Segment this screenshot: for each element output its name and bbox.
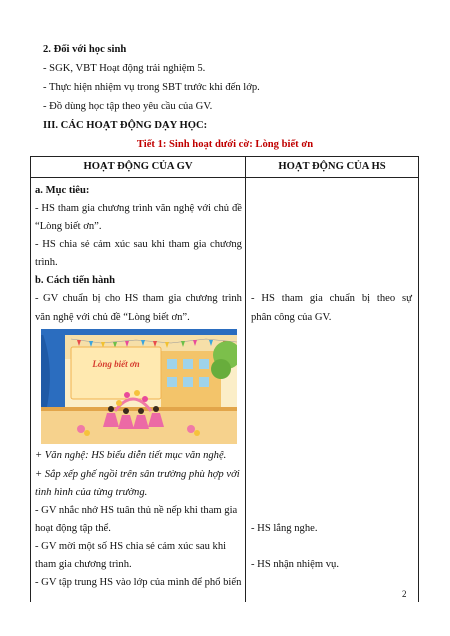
text-line: “Lòng biết ơn”. (35, 221, 102, 232)
word: HS (41, 203, 55, 214)
text-line: - GV mời một số HS chia sẻ cảm xúc sau khi (35, 541, 227, 552)
word: chuẩn (329, 293, 355, 304)
text-line: - SGK, VBT Hoạt động trải nghiệm 5. (43, 63, 206, 74)
word: trình (221, 293, 242, 304)
word: tham (168, 239, 190, 250)
word: gia (309, 293, 323, 304)
word: gia (193, 239, 207, 250)
text-line: phân công của GV. (251, 312, 332, 323)
page-number: 2 (402, 589, 407, 599)
italic-line: + Văn nghệ: HS biểu diễn tiết mục văn nghệ. (35, 450, 227, 461)
text-line: hoạt động tập thể. (35, 523, 111, 534)
procedure-heading: b. Cách tiến hành (35, 275, 116, 286)
word: GV (42, 293, 59, 304)
text-line: tham gia chương trình. (35, 559, 132, 570)
word: xúc (114, 239, 130, 250)
word: tham (57, 203, 80, 214)
text-line: văn nghệ với chủ đề “Lòng biết ơn”. (35, 312, 190, 323)
word: gia (168, 293, 182, 304)
italic-line: + Sắp xếp ghế ngồi trên sân trường phù hợp với (35, 469, 240, 480)
word: chia (59, 239, 78, 250)
text-line: - HS nhận nhiệm vụ. (251, 559, 339, 570)
word: văn (155, 203, 171, 214)
word: bị (361, 293, 371, 304)
justified-line (35, 203, 242, 214)
word: cho (105, 293, 121, 304)
word: trình (132, 203, 153, 214)
section-heading-activities: III. CÁC HOẠT ĐỘNG DẠY HỌC: (43, 120, 208, 131)
word: bị (92, 293, 101, 304)
word: HS (42, 239, 56, 250)
text-line: - GV nhắc nhở HS tuân thủ nề nếp khi tham gia (35, 505, 238, 516)
word: sự (402, 293, 412, 304)
column-divider (245, 157, 246, 602)
word: theo (376, 293, 396, 304)
text-line: - HS lắng nghe. (251, 523, 318, 534)
text-line: - GV tập trung HS vào lớp của mình để phổ biến (35, 577, 242, 588)
text-line: - Thực hiện nhiệm vụ trong SBT trước khi đến lớp. (43, 82, 260, 93)
school-performance-illustration (41, 329, 237, 444)
word: chương (97, 203, 130, 214)
header-teacher: HOẠT ĐỘNG CỦA GV (83, 161, 193, 172)
word: sau (133, 239, 148, 250)
word: nghệ (173, 203, 195, 214)
justified-line (251, 293, 412, 304)
word: HS (261, 293, 275, 304)
word: với (197, 203, 211, 214)
word: - (251, 293, 255, 304)
word: đề (231, 203, 242, 214)
word: chương (210, 239, 242, 250)
word: tham (142, 293, 164, 304)
text-line: trình. (35, 257, 58, 268)
header-student: HOẠT ĐỘNG CỦA HS (278, 161, 386, 172)
word: sẻ (80, 239, 90, 250)
table-header-row (31, 157, 418, 178)
word: khi (151, 239, 165, 250)
banner-text: Lòng biết ơn (92, 359, 140, 369)
word: HS (124, 293, 139, 304)
word: gia (81, 203, 95, 214)
word: chủ (213, 203, 230, 214)
justified-line (35, 239, 242, 250)
activity-table (30, 156, 419, 602)
word: - (35, 203, 39, 214)
word: chuẩn (62, 293, 88, 304)
text-line: - Đồ dùng học tập theo yêu cầu của GV. (43, 101, 213, 112)
word: cảm (93, 239, 111, 250)
word: tham (281, 293, 303, 304)
word: chương (185, 293, 218, 304)
section-heading-students: 2. Đối với học sinh (43, 44, 127, 55)
justified-line (35, 293, 242, 304)
word: - (35, 293, 39, 304)
lesson-subtitle: Tiết 1: Sinh hoạt dưới cờ: Lòng biết ơn (136, 139, 314, 150)
italic-line: tình hình của từng trường. (35, 487, 148, 498)
word: - (35, 239, 39, 250)
objective-heading: a. Mục tiêu: (35, 185, 90, 196)
